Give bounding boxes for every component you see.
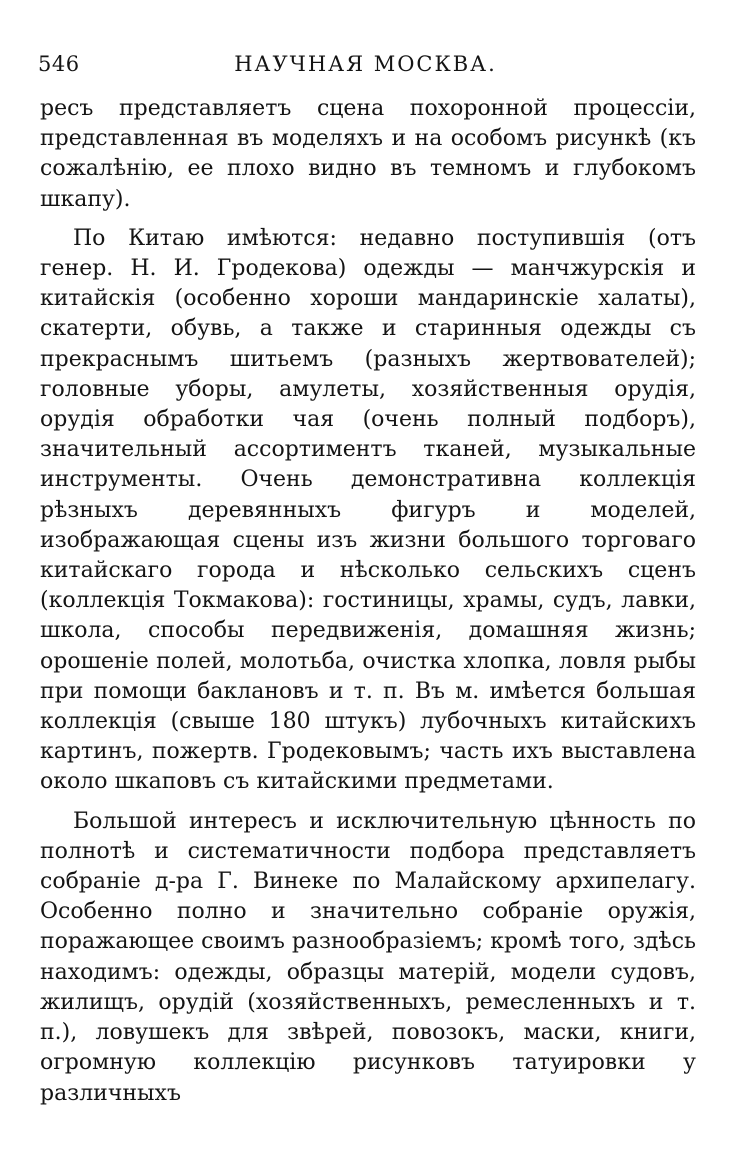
paragraph-1: ресъ представляетъ сцена похоронной процессіи, представленная въ моделяхъ и на особомъ рисункѣ (къ сожалѣнію, ее плохо видно въ темномъ и глубокомъ шкапу). [40,96,696,212]
running-title: НАУЧНАЯ МОСКВА. [234,52,497,76]
page-header [38,52,693,84]
paragraph-2: По Китаю имѣются: недавно поступившія (отъ генер. Н. И. Гродекова) одежды — манчжурскія и китайскія (особенно хороши мандаринскіе халаты), скатерти, обувь, а также и старинныя одежды съ прекраснымъ шитьемъ (разныхъ жертвователей); головные уборы, амулеты, хозяйственныя орудія, орудія обработки чая (очень полный подборъ), значительный ассортиментъ тканей, музыкальные инструменты. Очень демонстративна коллекція рѣзныхъ деревянныхъ фигуръ и моделей, изображающая сцены изъ жизни большого торговаго китайскаго города и нѣсколько сельскихъ сценъ (коллекція Токмакова): гостиницы, храмы, судъ, лавки, школа, способы передвиженія, домашняя жизнь; орошеніе полей, молотьба, очистка хлопка, ловля рыбы при помощи баклановъ и т. п. Въ м. имѣется большая коллекція (свыше 180 штукъ) лубочныхъ китайскихъ картинъ, пожертв. Гродековымъ; часть ихъ выставлена около шкаповъ съ китайскими предметами. [40,225,696,795]
page-number: 546 [38,52,80,76]
body-text [40,94,696,1118]
paragraph-3: Большой интересъ и исключительную цѣнность по полнотѣ и систематичности подбора представляетъ собраніе д-ра Г. Винеке по Малайскому архипелагу. Особенно полно и значительно собраніе оружія, поражающее своимъ разнообразіемъ; кромѣ того, здѣсь находимъ: одежды, образцы матерій, модели судовъ, жилищъ, орудій (хозяйственныхъ, ремесленныхъ и т. п.), ловушекъ для звѣрей, повозокъ, маски, книги, огромную коллекцію рисунковъ татуировки у различныхъ [40,808,696,1106]
